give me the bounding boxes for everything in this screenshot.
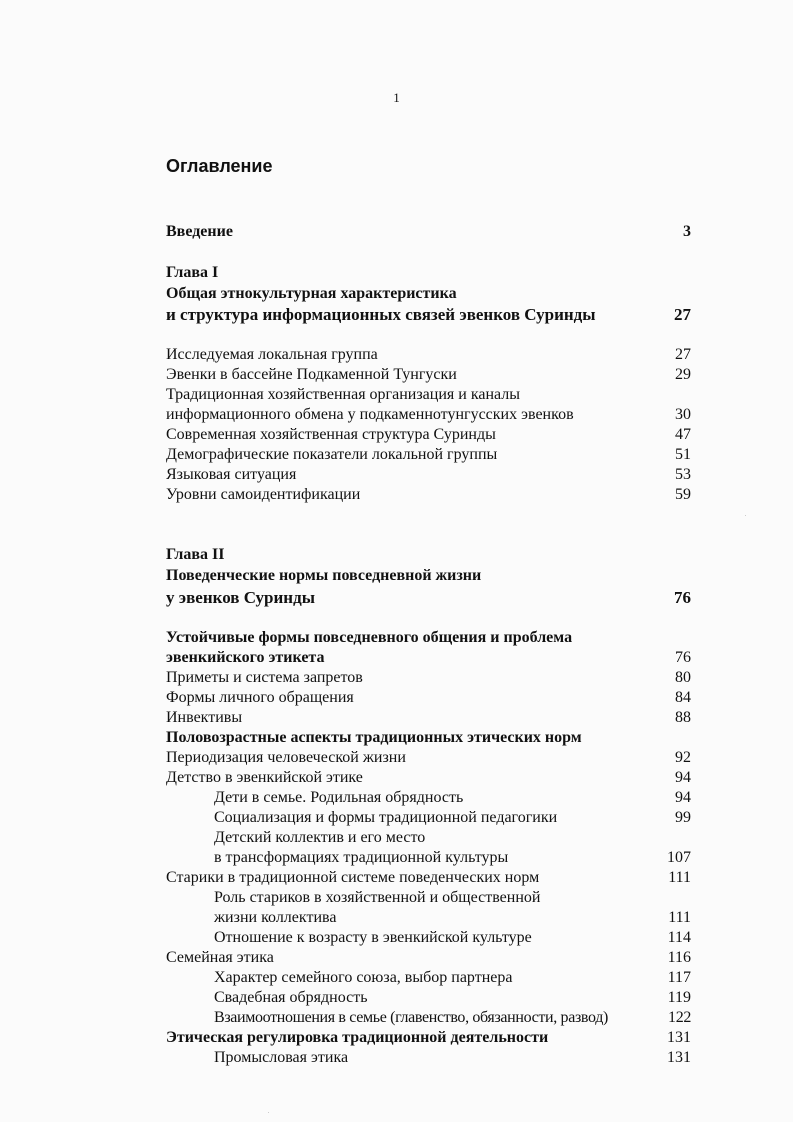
toc-section-heading[interactable]: Устойчивые формы повседневного общения и проблема xyxy=(166,629,573,646)
toc-subentry[interactable]: Отношение к возрасту в эвенкийской культуре 114 xyxy=(214,929,691,946)
toc-entry[interactable]: Языковая ситуация 53 xyxy=(166,466,691,483)
toc-subentry[interactable]: Свадебная обрядность 119 xyxy=(214,989,691,1006)
toc-entry[interactable]: Периодизация человеческой жизни 92 xyxy=(166,749,691,766)
chapter-2-label: Глава II xyxy=(166,546,225,563)
toc-entry-page: 3 xyxy=(683,223,691,240)
scan-speck xyxy=(745,515,746,516)
chapter-1-label: Глава I xyxy=(166,264,219,281)
scan-speck xyxy=(268,1112,269,1113)
toc-subentry[interactable]: Детский коллектив и его место xyxy=(214,829,426,846)
toc-entry[interactable]: Демографические показатели локальной группы 51 xyxy=(166,446,691,463)
toc-subentry[interactable]: Социализация и формы традиционной педагогики 99 xyxy=(214,809,691,826)
toc-section-heading[interactable]: Этическая регулировка традиционной деятельности 131 xyxy=(166,1029,691,1046)
toc-subentry[interactable]: Роль стариков в хозяйственной и общественной xyxy=(214,889,541,906)
toc-entry[interactable]: Семейная этика 116 xyxy=(166,949,691,966)
chapter-1-title-line1: Общая этнокультурная характеристика xyxy=(166,285,457,302)
toc-entry-page: 27 xyxy=(674,305,691,324)
toc-entry[interactable]: Исследуемая локальная группа 27 xyxy=(166,346,691,363)
chapter-2-title-line1: Поведенческие нормы повседневной жизни xyxy=(166,567,482,584)
toc-entry[interactable]: Традиционная хозяйственная организация и каналы xyxy=(166,386,520,403)
toc-entry[interactable]: информационного обмена у подкаменнотунгусских эвенков 30 xyxy=(166,406,691,423)
toc-entry[interactable]: Уровни самоидентификации 59 xyxy=(166,486,691,503)
toc-subentry[interactable]: Промысловая этика 131 xyxy=(214,1049,691,1066)
toc-entry-page: 76 xyxy=(674,588,691,607)
toc-entry-text: Введение xyxy=(166,223,233,240)
toc-entry[interactable]: Эвенки в бассейне Подкаменной Тунгуски 29 xyxy=(166,366,691,383)
toc-entry[interactable]: Формы личного обращения 84 xyxy=(166,689,691,706)
toc-subentry[interactable]: Характер семейного союза, выбор партнера 117 xyxy=(214,969,691,986)
toc-subentry[interactable]: жизни коллектива 111 xyxy=(214,909,691,926)
toc-subentry[interactable]: Взаимоотношения в семье (главенство, обязанности, развод) 122 xyxy=(214,1009,691,1026)
toc-subentry[interactable]: Дети в семье. Родильная обрядность 94 xyxy=(214,789,691,806)
toc-subentry[interactable]: в трансформациях традиционной культуры 107 xyxy=(214,849,691,866)
toc-entry[interactable]: Современная хозяйственная структура Суринды 47 xyxy=(166,426,691,443)
toc-entry[interactable]: Приметы и система запретов 80 xyxy=(166,669,691,686)
toc-title: Оглавление xyxy=(166,156,273,176)
chapter-1-title-line2[interactable]: и структура информационных связей эвенков Суринды 27 xyxy=(166,305,691,324)
toc-entry[interactable]: Старики в традиционной системе поведенческих норм 111 xyxy=(166,869,691,886)
toc-entry-intro[interactable] xyxy=(166,222,691,242)
toc-entry[interactable]: Детство в эвенкийской этике 94 xyxy=(166,769,691,786)
toc-section-heading[interactable]: эвенкийского этикета 76 xyxy=(166,649,691,666)
toc-section-heading[interactable]: Половозрастные аспекты традиционных этических норм xyxy=(166,729,582,746)
page-number: 1 xyxy=(393,90,400,105)
toc-entry[interactable]: Инвективы 88 xyxy=(166,709,691,726)
chapter-2-title-line2[interactable]: у эвенков Суринды 76 xyxy=(166,588,691,607)
